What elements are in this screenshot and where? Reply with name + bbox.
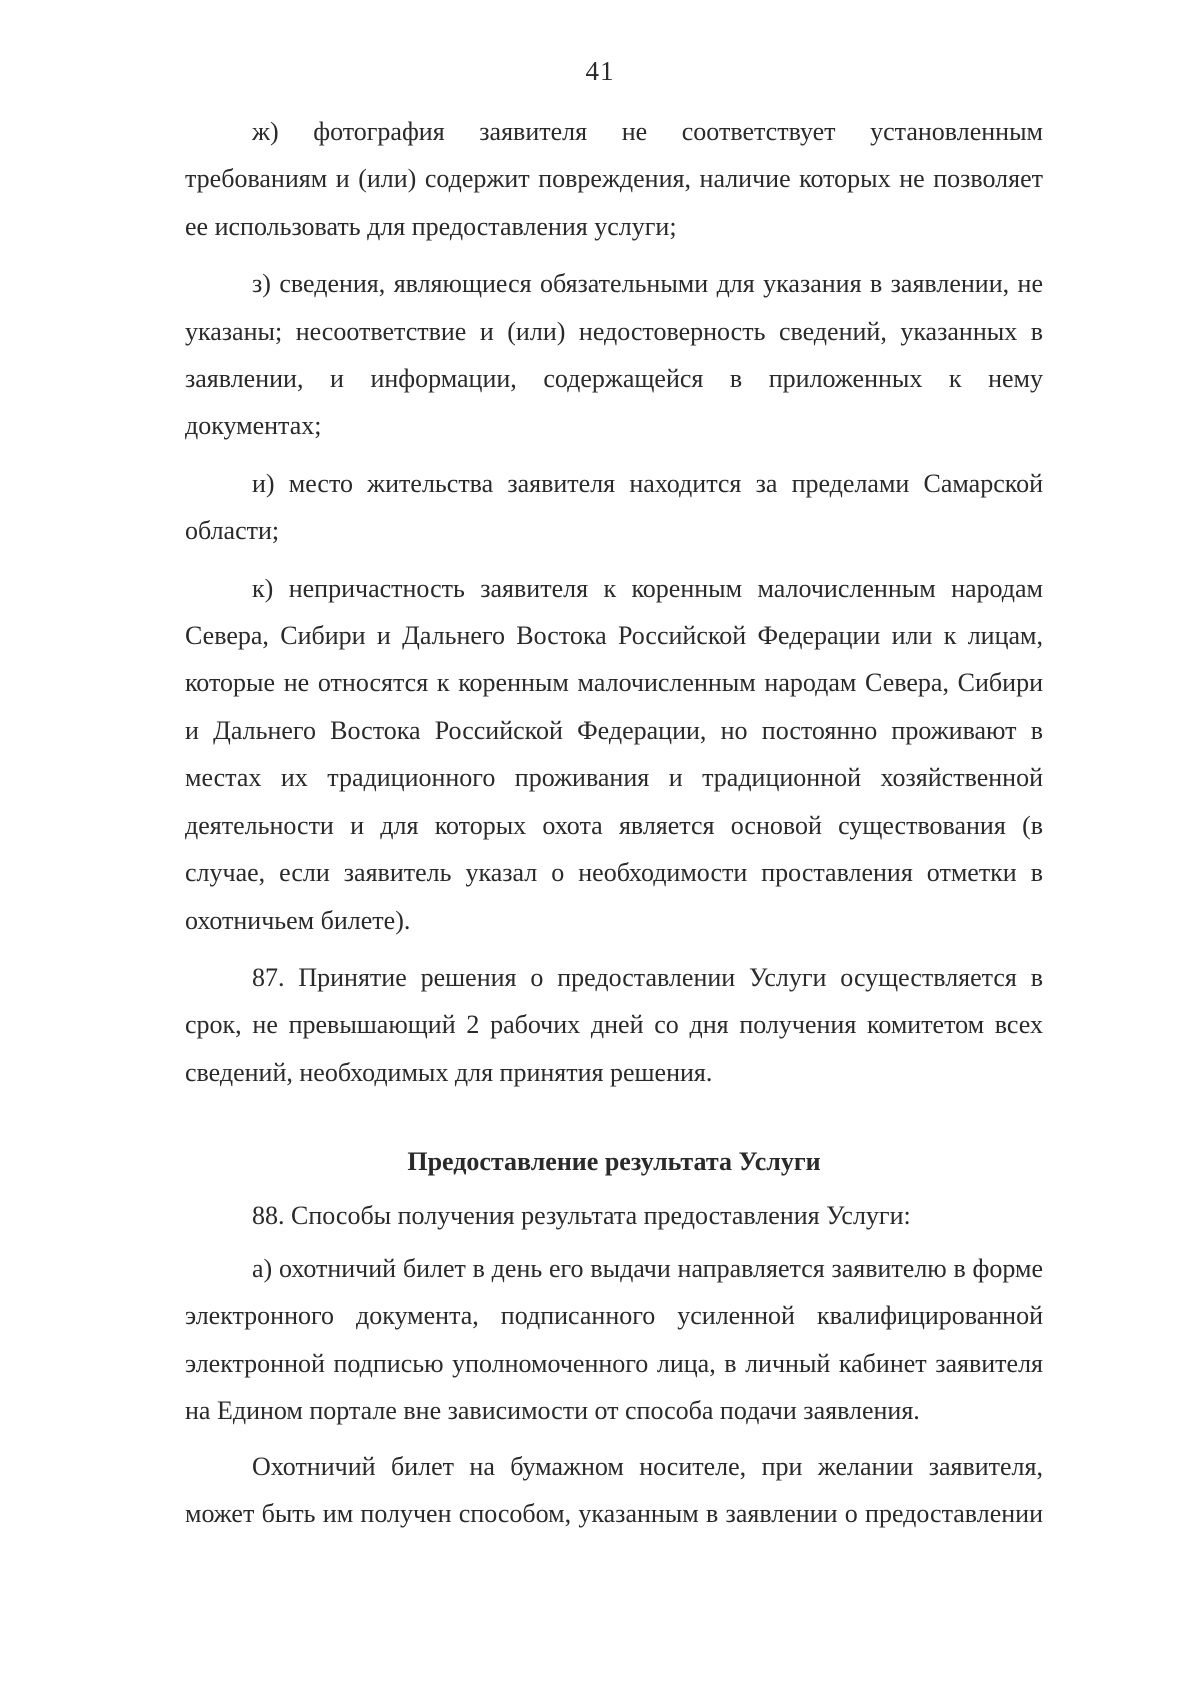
paragraph-a: а) охотничий билет в день его выдачи направляется заявителю в форме электронного документа, подписанного усиленной квалифицированной электронной подписью уполномоченного лица, в личный кабинет заявителя на Едином портале вне зависимости от способа подачи заявления. [185, 1253, 1043, 1426]
paragraph-z: з) сведения, являющиеся обязательными для указания в заявлении, не указаны; несоответствие и (или) недостоверность сведений, указанных в заявлении, и информации, содержащейся в приложенных к нему документах; [185, 269, 1043, 441]
paragraph-zh: ж) фотография заявителя не соответствует установленным требованиям и (или) содержит повреждения, наличие которых не позволяет ее использовать для предоставления услуги; [185, 117, 1043, 241]
paragraph-paper-ticket: Охотничий билет на бумажном носителе, при желании заявителя, может быть им получен способом, указанным в заявлении о предоставлении [185, 1451, 1043, 1528]
paragraph-87: 87. Принятие решения о предоставлении Услуги осуществляется в срок, не превышающий 2 рабочих дней со дня получения комитетом всех сведений, необходимых для принятия решения. [185, 962, 1043, 1087]
paragraph-88: 88. Способы получения результата предоставления Услуги: [252, 1200, 911, 1230]
section-heading: Предоставление результата Услуги [407, 1147, 821, 1177]
document-body [185, 108, 1043, 1537]
page-number: 41 [585, 56, 615, 86]
paragraph-k: к) непричастность заявителя к коренным малочисленным народам Севера, Сибири и Дальнего Востока Российской Федерации или к лицам, которые не относятся к коренным малочисленным народам Севера, Сибири и Дальнего Востока Российской Федерации, но постоянно проживают в местах их традиционного проживания и традиционной хозяйственной деятельности и для которых охота является основой существования (в случае, если заявитель указал о необходимости проставления отметки в охотничьем билете). [185, 573, 1043, 935]
paragraph-i: и) место жительства заявителя находится за пределами Самарской области; [185, 468, 1043, 546]
